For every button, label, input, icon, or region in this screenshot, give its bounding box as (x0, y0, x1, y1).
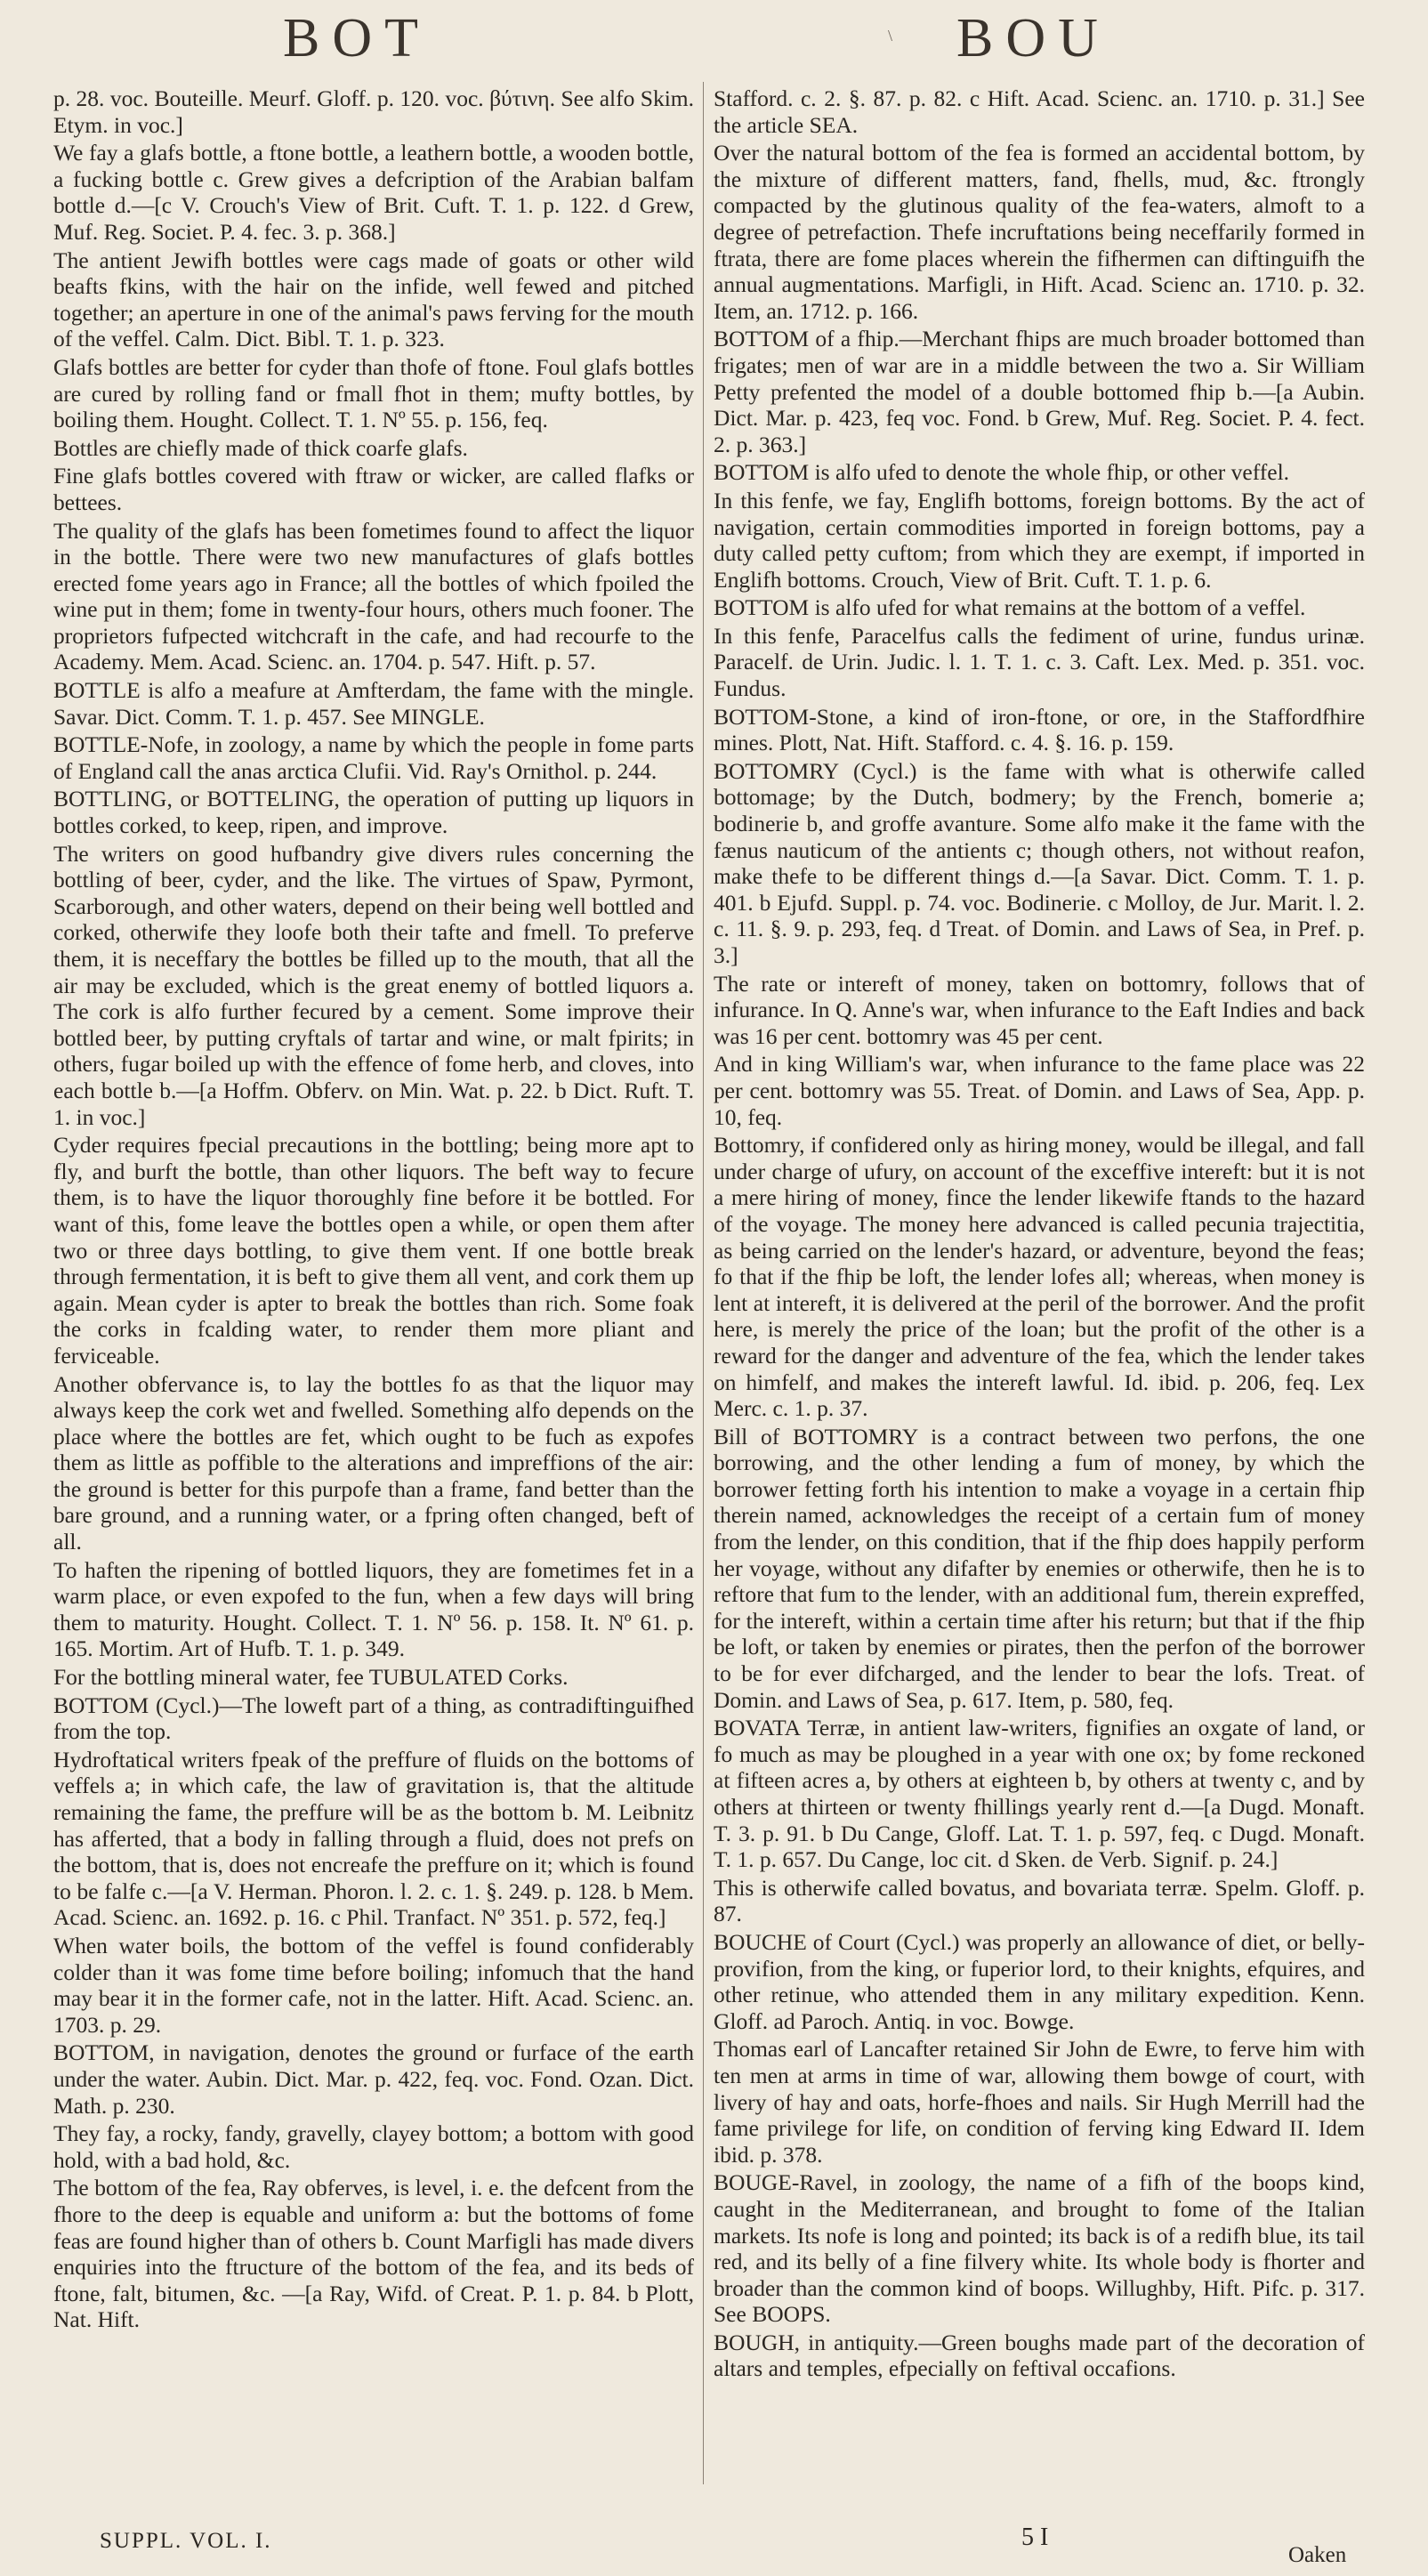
paragraph: p. 28. voc. Bouteille. Meurf. Gloff. p. 120. voc. βύτινη. See alfo Skim. Etym. in voc.] (53, 85, 694, 138)
catchword: Oaken (1288, 2543, 1347, 2567)
entry-bottling: BOTTLING, or BOTTELING, the operation of putting up liquors in bottles corked, to keep, ripen, and improve. (53, 786, 694, 839)
paragraph: Glafs bottles are better for cyder than thofe of ftone. Foul glafs bottles are cured by rolling fand or fmall fhot in them; mufty bottles, by boiling them. Hought. Collect. T. 1. Nº 55. p. 156, feq. (53, 353, 694, 433)
paragraph: They fay, a rocky, fandy, gravelly, clayey bottom; a bottom with good hold, with a bad hold, &c. (53, 2120, 694, 2173)
paragraph: Over the natural bottom of the fea is formed an accidental bottom, by the mixture of different matters, fand, fhells, mud, &c. ftrongly compacted by the glutinous quality of the fea-waters, almoft to a degree of petrefaction. Thefe incruftations being neceffarily formed in ftrata, there are fome places wherein the fifhermen can diftinguifh the annual augmentations. Marfigli, in Hift. Acad. Scienc an. 1710. p. 32. Item, an. 1712. p. 166. (714, 140, 1365, 324)
paragraph: The bottom of the fea, Ray obferves, is level, i. e. the defcent from the fhore to the deep is equable and uniform a: but the bottoms of fome feas are found higher than of others b. Count Marfigli has made divers enquiries into the ftructure of the bottom of the fea, and its beds of ftone, falt, bitumen, &c. —[a Ray, Wifd. of Creat. P. 1. p. 84. b Plott, Nat. Hift. (53, 2175, 694, 2333)
paragraph: We fay a glafs bottle, a ftone bottle, a leathern bottle, a wooden bottle, a fucking bottle c. Grew gives a defcription of the Arabian balfam bottle d.—[c V. Crouch's View of Brit. Cuft. T. 1. p. 122. d Grew, Muf. Reg. Societ. P. 4. fec. 3. p. 368.] (53, 140, 694, 245)
paragraph: BOTTOM is alfo ufed to denote the whole fhip, or other veffel. (714, 459, 1290, 486)
running-head-left: BOT (283, 8, 431, 69)
entry-bouge-ravel: BOUGE-Ravel, in zoology, the name of a fifh of the boops kind, caught in the Mediterranean, and brought to fome of the Italian markets. Its nofe is long and pointed; its back is of a redifh blue, its tail red, and its belly of a fine filvery white. Its whole body is fhorter and broader than the common kind of boops. Willughby, Hift. Pifc. p. 317. See BOOPS. (714, 2169, 1365, 2328)
entry-bottle-nose: BOTTLE-Nofe, in zoology, a name by which the people in fome parts of England call the anas arctica Clufii. Vid. Ray's Ornithol. p. 244. (53, 731, 694, 784)
paragraph: Bottomry, if confidered only as hiring money, would be illegal, and fall under charge of ufury, on account of the exceffive intereft: but it is not a mere hiring of money, fince the lender likewife ftands to the hazard of the voyage. The money here advanced is called pecunia trajectitia, as being carried on the lender's hazard, or adventure, beyond the feas; fo that if the fhip be loft, the lender lofes all; whereas, when money is lent at intereft, it is delivered at the peril of the borrower. And the profit here, is merely the price of the loan; but the profit of the other is a reward for the danger and adventure of the fea, which the lender takes on himfelf, and makes the intereft lawful. Id. ibid. p. 206, feq. Lex Merc. c. 1. p. 37. (714, 1132, 1365, 1422)
paragraph: In this fenfe, Paracelfus calls the fediment of urine, fundus urinæ. Paracelf. de Urin. Judic. l. 1. T. 1. c. 3. Caft. Lex. Med. p. 351. voc. Fundus. (714, 622, 1365, 702)
entry-bottom-navigation: BOTTOM, in navigation, denotes the ground or furface of the earth under the water. Aubin. Dict. Mar. p. 422, feq. voc. Fond. Ozan. Dict. Math. p. 230. (53, 2039, 694, 2119)
signature-mark: 5 I (1021, 2524, 1049, 2551)
paragraph: The quality of the glafs has been fometimes found to affect the liquor in the bottle. There were two new manufactures of glafs bottles erected fome years ago in France; all the bottles of which fpoiled the wine put in them; fome in twenty-four hours, others much fooner. The proprietors fufpected witchcraft in the cafe, and had recourfe to the Academy. Mem. Acad. Scienc. an. 1704. p. 547. Hift. p. 57. (53, 517, 694, 675)
paragraph: Cyder requires fpecial precautions in the bottling; being more apt to fly, and burft the bottle, than other liquors. The beft way to fecure them, is to have the liquor thoroughly fine before it be bottled. For want of this, fome leave the bottles open a while, or open them after two or three days bottling, to give them vent. If one bottle break through fermentation, it is beft to give them all vent, and cork them up again. Mean cyder is apter to break the bottles than rich. Some foak the corks in fcalding water, to render them more pliant and ferviceable. (53, 1132, 694, 1369)
running-head-right: BOU (956, 8, 1110, 69)
paragraph: To haften the ripening of bottled liquors, they are fometimes fet in a warm place, or even expofed to the fun, when a few days will bring them to maturity. Hought. Collect. T. 1. Nº 56. p. 158. It. Nº 61. p. 165. Mortim. Art of Hufb. T. 1. p. 349. (53, 1556, 694, 1662)
paragraph: The rate or intereft of money, taken on bottomry, follows that of infurance. In Q. Anne's war, when infurance to the Eaft Indies and back was 16 per cent. bottomry was 45 per cent. (714, 970, 1365, 1049)
paragraph: Thomas earl of Lancafter retained Sir John de Ewre, to ferve him with ten men at arms in time of war, allowing them bowge of court, with livery of hay and oats, horfe-fhoes and nails. Sir Hugh Merrill had the fame privilege for life, on condition of ferving king Edward II. Idem ibid. p. 378. (714, 2036, 1365, 2168)
paragraph: Bottles are chiefly made of thick coarfe glafs. (53, 434, 468, 461)
paragraph: In this fenfe, we fay, Englifh bottoms, foreign bottoms. By the act of navigation, certain commodities imported in foreign bottoms, pay a duty called petty cuftom; from which they are exempt, if imported in Englifh bottoms. Crouch, View of Brit. Cuft. T. 1. p. 6. (714, 487, 1365, 593)
entry-bottle: BOTTLE is alfo a meafure at Amfterdam, the fame with the mingle. Savar. Dict. Comm. T. 1. p. 457. See MINGLE. (53, 677, 694, 730)
entry-bottomry: BOTTOMRY (Cycl.) is the fame with what is otherwife called bottomage; by the Dutch, bodmery; by the French, bomerie a; bodinerie b, and groffe avanture. Some alfo make it the fame with the fænus nauticum of the antients c; though others, not without reafon, make thefe to be different things d.—[a Savar. Dict. Comm. T. 1. p. 401. b Ejufd. Suppl. p. 74. voc. Bodinerie. c Molloy, de Jur. Marit. l. 2. c. 11. §. 9. p. 293, feq. d Treat. of Domin. and Laws of Sea, in Pref. p. 3.] (714, 757, 1365, 968)
paragraph: And in king William's war, when infurance to the fame place was 22 per cent. bottomry was 55. Treat. of Domin. and Laws of Sea, App. p. 10, feq. (714, 1051, 1365, 1130)
left-column (53, 85, 694, 2524)
paragraph: The writers on good hufbandry give divers rules concerning the bottling of beer, cyder, and the like. The virtues of Spaw, Pyrmont, Scarborough, and other waters, depend on their being well bottled and corked, otherwife they loofe both their tafte and fmell. To preferve them, it is neceffary the bottles be filled up to the mouth, that all the air may be excluded, which is the great enemy of bottled liquors a. The cork is alfo further fecured by a cement. Some improve their bottled beer, by putting cryftals of tartar and wine, or malt fpirits; in others, fugar boiled up with the effence of fome herb, and cloves, into each bottle b.—[a Hoffm. Obferv. on Min. Wat. p. 22. b Dict. Ruft. T. 1. in voc.] (53, 840, 694, 1130)
paragraph: This is otherwife called bovatus, and bovariata terræ. Spelm. Gloff. p. 87. (714, 1874, 1365, 1927)
entry-bough: BOUGH, in antiquity.—Green boughs made part of the decoration of altars and temples, efpecially on feftival occafions. (714, 2329, 1365, 2382)
header-mark: \ (888, 27, 893, 44)
paragraph: Fine glafs bottles covered with ftraw or wicker, are called flafks or bettees. (53, 463, 694, 515)
paragraph: Hydroftatical writers fpeak of the preffure of fluids on the bottoms of veffels a; in which cafe, the law of gravitation is, that the altitude remaining the fame, the preffure will be as the bottom b. M. Leibnitz has afferted, that a body in falling through a fluid, does not prefs on the bottom, that is, does not encreafe the preffure on it; which is found to be falfe c.—[a V. Herman. Phoron. l. 2. c. 1. §. 249. p. 128. b Mem. Acad. Scienc. an. 1692. p. 16. c Phil. Tranfact. Nº 351. p. 572, feq.] (53, 1746, 694, 1931)
paragraph: For the bottling mineral water, fee TUBULATED Corks. (53, 1664, 569, 1691)
right-column (714, 85, 1365, 2524)
column-divider (703, 82, 704, 2484)
paragraph: Stafford. c. 2. §. 87. p. 82. c Hift. Acad. Scienc. an. 1710. p. 31.] See the article SEA. (714, 85, 1365, 138)
entry-bill-of-bottomry: Bill of BOTTOMRY is a contract between two perfons, the one borrowing, and the other lending a fum of money, by which the borrower fetting forth his intention to make a voyage in a certain fhip therein named, acknowledges the receipt of a certain fum of money from the lender, on this condition, that if the fhip does happily perform her voyage, without any difafter by enemies or otherwife, then he is to reftore that fum to the lender, with an additional fum, therein expreffed, for the intereft, within a certain time after his return; but that if the fhip be loft, or taken by enemies or pirates, then the perfon of the borrower to be for ever difcharged, and the lender to bear the lofs. Treat. of Domin. and Laws of Sea, p. 617. Item, p. 580, feq. (714, 1423, 1365, 1713)
paragraph: BOTTOM is alfo ufed for what remains at the bottom of a veffel. (714, 594, 1306, 621)
paragraph: The antient Jewifh bottles were cags made of goats or other wild beafts fkins, with the hair on the infide, well fewed and pitched together; an aperture in one of the animal's paws ferving for the mouth of the veffel. Calm. Dict. Bibl. T. 1. p. 323. (53, 246, 694, 352)
volume-footer: SUPPL. VOL. I. (100, 2529, 272, 2553)
entry-bouche: BOUCHE of Court (Cycl.) was properly an allowance of diet, or belly-provifion, from the king, or fuperior lord, to their knights, efquires, and other retinue, who attended them in any military expedition. Kenn. Gloff. ad Paroch. Antiq. in voc. Bowge. (714, 1928, 1365, 2034)
paragraph: Another obfervance is, to lay the bottles fo as that the liquor may always keep the cork wet and fwelled. Something alfo depends on the place where the bottles are fet, which ought to be fuch as expofes them as little as poffible to the alterations and impreffions of the air: the ground is better for this purpofe than a frame, fand better than the bare ground, and a running water, or a fpring often changed, beft of all. (53, 1370, 694, 1555)
entry-bovata: BOVATA Terræ, in antient law-writers, fignifies an oxgate of land, or fo much as may be ploughed in a year with one ox; by fome reckoned at fifteen acres a, by others at eighteen b, by others at twenty c, and by others at thirteen or twenty fhillings yearly rent d.—[a Dugd. Monaft. T. 3. p. 91. b Du Cange, Gloff. Lat. T. 1. p. 597, feq. c Dugd. Monaft. T. 1. p. 657. Du Cange, loc cit. d Sken. de Verb. Signif. p. 24.] (714, 1715, 1365, 1873)
paragraph: When water boils, the bottom of the veffel is found confiderably colder than it was fome time before boiling; infomuch that the hand may bear it in the former cafe, not in the latter. Hift. Acad. Scienc. an. 1703. p. 29. (53, 1932, 694, 2038)
entry-bottom-stone: BOTTOM-Stone, a kind of iron-ftone, or ore, in the Staffordfhire mines. Plott, Nat. Hift. Stafford. c. 4. §. 16. p. 159. (714, 703, 1365, 756)
entry-bottom-of-ship: BOTTOM of a fhip.—Merchant fhips are much broader bottomed than frigates; men of war are in a middle between the two a. Sir William Petty prefented the model of a double bottomed fhip b.—[a Aubin. Dict. Mar. p. 423, feq voc. Fond. b Grew, Muf. Reg. Societ. P. 4. fect. 2. p. 363.] (714, 326, 1365, 457)
entry-bottom: BOTTOM (Cycl.)—The loweft part of a thing, as contradiftinguifhed from the top. (53, 1692, 694, 1745)
